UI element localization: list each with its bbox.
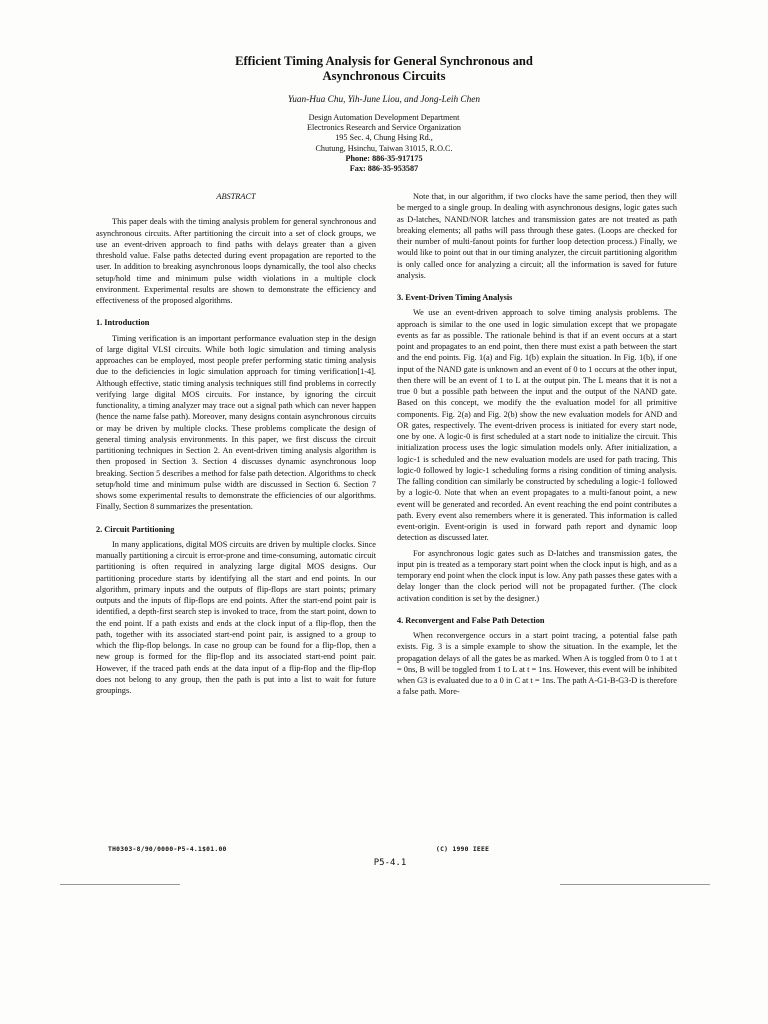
section-2-paragraph: In many applications, digital MOS circuits are driven by multiple clocks. Since manually partitioning a circuit is error-prone and time-consuming, automatic circuit partitioning is often required in analyzing large digital MOS designs. Our partitioning procedure starts by identifying all the start and end points. In our algorithm, primary inputs and the outputs of flip-flops are start points; primary outputs and the inputs of flip-flops are end points. After the start-end point pair is identified, a depth-first search step is invoked to trace, from the start point, down to the end point. If a path exists and ends at the clock input of a flip-flop, then the path, together with its associated start-end point pair, is assigned to a group to which the flip-flop belongs. In case no group can be found for a flip-flop, then a new group is formed for the flip-flop and its associated start-end point pair. However, if the traced path ends at the data input of a flip-flop and the flip-flop does not belong to any group, then the path is put into a list to wait for future groupings. xyxy=(96,539,376,695)
affiliation-fax: Fax: 886-35-953587 xyxy=(349,164,419,174)
paper-title xyxy=(60,54,708,84)
affiliation-address-2: Chutung, Hsinchu, Taiwan 31015, R.O.C. xyxy=(315,143,453,153)
section-2-heading: 2. Circuit Partitioning xyxy=(96,524,175,534)
section-1-paragraph: Timing verification is an important performance evaluation step in the design of large digital VLSI circuits. While both logic simulation and timing analysis approaches can be employed, most people prefer performing static timing analysis due to the deficiencies in logic simulation approach for timing verification[1-4]. Although effective, static timing analysis techniques still find problems in correctly verifying large digital MOS circuits. For instance, by ignoring the circuit functionality, a timing analyzer may trace out a signal path which can never happen (hence the name false path). Moreover, many designs contain asynchronous circuits or may be driven by multiple clocks. These problems complicate the design of general timing analysis environments. In this paper, we first discuss the circuit partitioning techniques in Section 2. An event-driven timing analysis algorithm is then proposed in Section 3. Section 4 discusses dynamic asynchronous loop breaking. Section 5 describes a method for false path detection. Algorithms to check setup/hold time and minimum pulse width are discussed in Section 6. Section 7 shows some experimental results to demonstrate the efficiencies of our algorithms. Finally, Section 8 summarizes the presentation. xyxy=(96,333,376,512)
section-3-paragraph-1: We use an event-driven approach to solve timing analysis problems. The approach is similar to the one used in logic simulation except that we propagate events as far as possible. The rationale behind is that if an event occurs at a start point and propagates to an end point, then there must exist a path between the start and the end points. Fig. 1(a) and Fig. 1(b) explain the situation. In Fig. 1(b), if one input of the NAND gate is unknown and an event of 0 to 1 occurs at the other input, then there will be an event of 1 to L at the output pin. The L means that it is not a true 0 but a possible path between the input and the output of the NAND gate. Based on this concept, we modify the the evaluation model for all primitive components. Fig. 2(a) and Fig. 2(b) show the new evaluation models for AND and OR gates, respectively. The event-driven process is initiated for every start node, one by one. A logic-0 is first scheduled at a start node to initialize the circuit. This initialization process uses the logic simulation models only. After initialization, a logic-1 is scheduled and the new evaluation models are used for path tracing. This logic-0 followed by logic-1 scheduling forms a rising condition of timing analysis. The falling condition can similarly be constructed by scheduling a logic-1 followed by a logic-0. Note that when an event propagates to a multi-fanout point, a new event will be generated and recorded. An event reaching the end point contributes a path. Every event also remembers where it is generated. This information is called event-origin. Event-origin is used in forward path report and dynamic loop detection as discussed later. xyxy=(397,308,677,543)
section-3-paragraph-2: For asynchronous logic gates such as D-latches and transmission gates, the input pin is treated as a temporary start point when the clock input is high, and as a temporary end point when the clock input is low. Any path passes these gates with a delay longer than the clock period will not be propagated further. (The clock activation condition is set by the designer.) xyxy=(397,548,677,603)
author-list: Yuan-Hua Chu, Yih-June Liou, and Jong-Leih Chen xyxy=(287,95,481,105)
right-column xyxy=(397,191,677,698)
section-1-heading: 1. Introduction xyxy=(96,318,150,328)
affiliation-address-1: 195 Sec. 4, Chung Hsing Rd., xyxy=(335,133,433,143)
affiliation-phone: Phone: 886-35-917175 xyxy=(345,153,423,163)
title-line-2: Asynchronous Circuits xyxy=(322,69,446,83)
title-line-1: Efficient Timing Analysis for General Synchronous and xyxy=(235,54,533,68)
affiliation-dept: Design Automation Development Department xyxy=(308,113,460,122)
section-4-heading: 4. Reconvergent and False Path Detection xyxy=(397,615,545,625)
affiliation-block xyxy=(60,113,708,174)
section-3-heading: 3. Event-Driven Timing Analysis xyxy=(397,293,513,302)
abstract-text: This paper deals with the timing analysis problem for general synchronous and asynchronous circuits. After partitioning the circuit into a set of clock groups, we use an event-driven approach to find paths with delays greater than a given threshold value. False paths detected during event propagation are reported to the user. In addition to breaking asynchronous loops dynamically, the tool also checks setup/hold time and minimum pulse width violations in a multiple clock environment. Experimental results are shown to demonstrate the efficiency and effectiveness of the proposed algorithms. xyxy=(96,217,376,305)
footer-identifier: TH0303-8/90/0000-P5-4.1$01.00 xyxy=(108,846,227,853)
scan-line-right xyxy=(560,884,710,885)
footer-copyright: (C) 1990 IEEE xyxy=(436,846,490,853)
page-number: P5-4.1 xyxy=(373,858,407,868)
left-column xyxy=(96,191,376,696)
section-4-paragraph: When reconvergence occurs in a start point tracing, a potential false path exists. Fig. 3 is a simple example to show the situation. In the example, let the propagation delays of all the gates be as marked. When A is toggled from 0 to 1 at t = 0ns, B will be toggled from 1 to L at t = 1ns. However, this event will be inhibited when G3 is evaluated due to a 0 in C at t = 1ns. The path A-G1-B-G3-D is therefore a false path. More- xyxy=(397,631,677,697)
partitioning-continued-paragraph: Note that, in our algorithm, if two clocks have the same period, then they will be merged to a single group. In dealing with asynchronous designs, logic gates such as D-latches, NAND/NOR latches and transmission gates are not treated as path breaking elements; all paths will pass through these gates. (Loops are checked for their number of multi-fanout points for further loop detection process.) Finally, we would like to point out that in our timing analyzer, the circuit partitioning algorithm is only called once for analyzing a circuit; all the information is saved for future analysis. xyxy=(397,192,677,280)
affiliation-org: Electronics Research and Service Organization xyxy=(307,123,461,133)
abstract-heading: ABSTRACT xyxy=(216,192,256,201)
scan-line-left xyxy=(60,884,180,885)
